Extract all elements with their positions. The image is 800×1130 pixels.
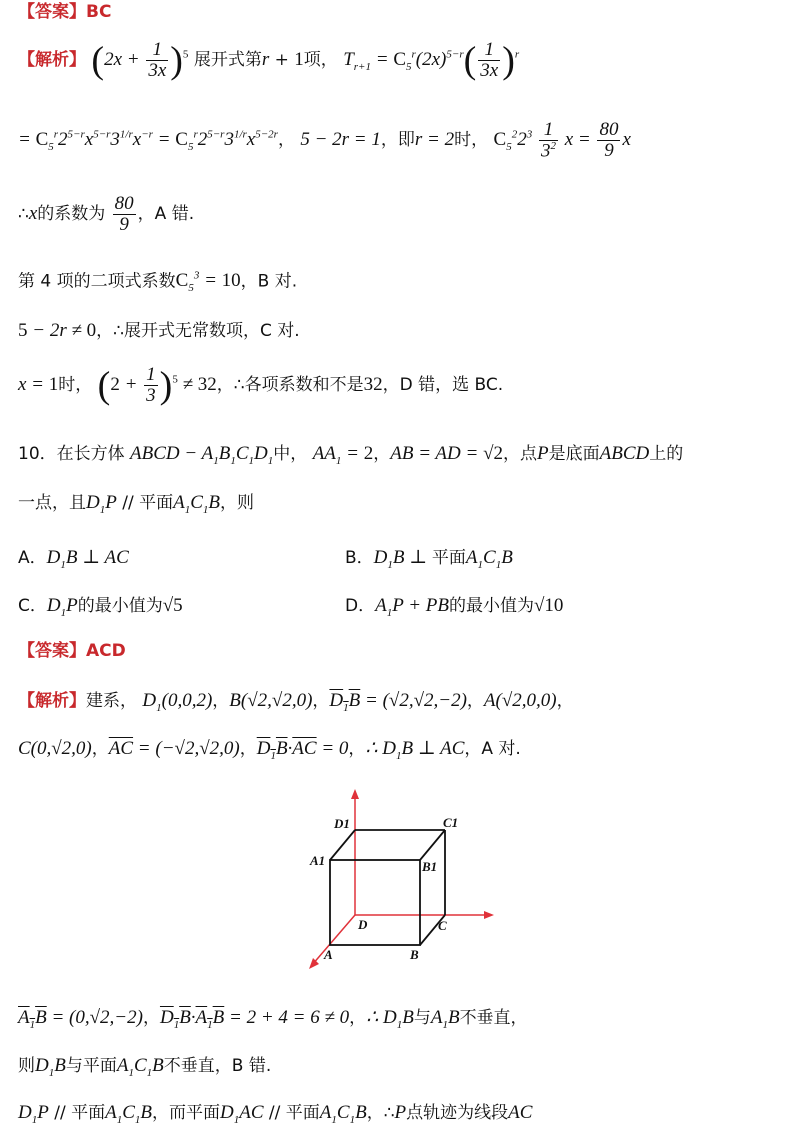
q10-stem-line-2: 一点，且$D_1P$ // 平面$A_1C_1B$，则 — [18, 492, 255, 516]
a10-line-4: 则$D_1B$与平面$A_1C_1B$不垂直，B 错. — [18, 1055, 272, 1079]
answer-2: 【答案】ACD — [18, 641, 126, 661]
label-d1: D1 — [334, 816, 350, 831]
q10-stem-line-1: 10．在长方体 ABCD − $A_1B_1C_1D_1$中， $AA_1 = 2$，AB = AD = √2，点P是底面ABCD上的 — [18, 443, 684, 467]
option-a: A．$D_1B$ ⊥ AC — [18, 547, 129, 571]
label-c1: C1 — [443, 815, 459, 830]
label-d: D — [358, 917, 368, 932]
text-expand: 展开式第 — [193, 49, 262, 70]
label-a1: A1 — [310, 853, 326, 868]
analysis-line-3: ∴x的系数为 $\frac{80}{9}$ ，A 错. — [18, 193, 195, 235]
answer-label: 【答案】 — [18, 2, 86, 22]
a10-line-5: $D_1P$ // 平面$A_1C_1B$，而平面$D_1AC$ // 平面$A_1C_1B$，∴P点轨迹为线段AC — [18, 1102, 533, 1126]
analysis-line-1: 【解析】 (2x + $\frac{1}{3x}$ )$^5$ 展开式第r + 1项， $T_{r+1} = C_5^r(2x)^{5-r}$( $\frac{1}{3x}$ )$^r$ — [18, 39, 520, 82]
a10-line-2: C(0,√2,0)，$\overline{AC} = (-√2,√2,0)$，$D_1B\cdot\overline{AC} = 0$，∴ $D_1B$ ⊥ AC，A 对. — [18, 738, 521, 762]
analysis-line-2: = $C_5^r2^{5-r}x^{5-r}3^{1/r}x^{-r} = C_5^r2^{5-r}3^{1/r}x^{5-2r}$， 5 − 2r = 1，即r = 2时， $C_5^22^3$ $\frac{1}{3^2}$ x = $\frac{80}{9}$ x — [18, 119, 631, 162]
a10-line-1: 【解析】建系， $D_1(0,0,2)$，B(√2,√2,0)，$D_1B = (√2,√2,-2)$，A(√2,0,0)， — [18, 690, 574, 714]
analysis-line-6: x = 1时， (2 + $\frac{1}{3}$ )$^5$ ≠ 32，∴各项系数和不是32，D 错，选 BC. — [18, 364, 504, 407]
cuboid-front-face — [330, 860, 420, 945]
axis-x — [312, 915, 355, 965]
a10-line-3: $A_1B = (0,√2,-2)$，$D_1B\cdot A_1B = 2 + 4 = 6 \ne 0$，∴ $D_1B$与$A_1B$不垂直， — [18, 1007, 528, 1031]
analysis-label: 【解析】 — [18, 49, 86, 70]
axis-z-arrow — [351, 789, 359, 799]
label-b1: B1 — [422, 859, 438, 874]
label-c: C — [438, 918, 447, 933]
analysis-line-5: 5 − 2r ≠ 0，∴展开式无常数项，C 对. — [18, 320, 300, 341]
answer-1 — [18, 2, 790, 22]
cuboid-figure — [300, 785, 520, 985]
analysis-line-4: 第 4 项的二项式系数$C_5^3 = 10$，B 对. — [18, 270, 298, 295]
formula-simplify: = $C_5^r2^{5-r}x^{5-r}3^{1/r}x^{-r} = C_5^r2^{5-r}3^{1/r}x^{5-2r}$ — [18, 128, 278, 153]
option-b: B．$D_1B$ ⊥ 平面$A_1C_1B$ — [345, 547, 513, 571]
formula-binomial: (2x + $\frac{1}{3x}$ )$^5$ — [91, 39, 189, 82]
label-a: A — [324, 947, 333, 962]
formula-coef: $C_5^22^3$ $\frac{1}{3^2}$ x = $\frac{80}{9}$ x — [493, 119, 631, 162]
option-c: C．$D_1P$的最小值为√5 — [18, 595, 183, 619]
label-b: B — [410, 947, 419, 962]
axis-y-arrow — [484, 911, 494, 919]
formula-general-term: $T_{r+1} = C_5^r(2x)^{5-r}$( $\frac{1}{3x}$ )$^r$ — [343, 39, 520, 82]
answer-value: BC — [86, 2, 112, 22]
option-d: D．$A_1P$ + PB的最小值为√10 — [345, 595, 564, 619]
q10-number: 10． — [18, 444, 57, 464]
